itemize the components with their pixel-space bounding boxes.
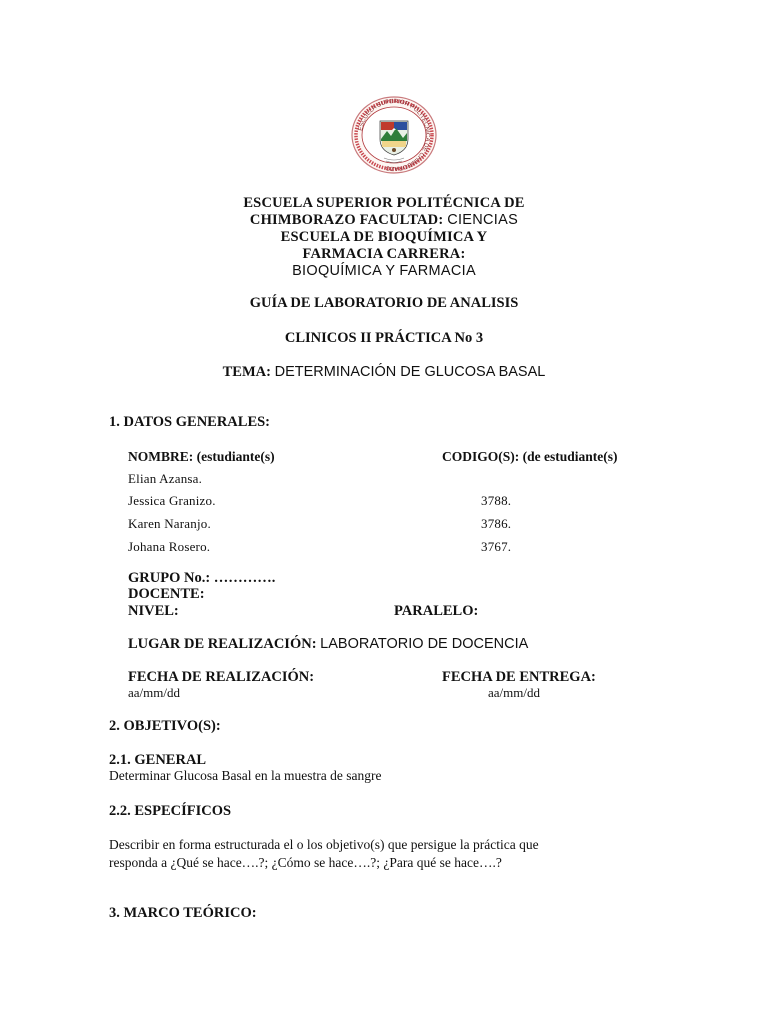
name-column-header: NOMBRE: (estudiante(s) <box>128 449 275 464</box>
student-code: 3767. <box>481 539 512 554</box>
fecha-entrega-label: FECHA DE ENTREGA: <box>442 669 596 685</box>
general-text: Determinar Glucosa Basal en la muestra de sangre <box>109 768 382 783</box>
faculty-value: CIENCIAS <box>447 212 519 228</box>
tema-label: TEMA: <box>222 364 271 380</box>
code-column-header: CODIGO(S): (de estudiante(s) <box>442 449 618 464</box>
student-name: Johana Rosero. <box>128 539 211 554</box>
nivel-field: NIVEL: <box>128 603 179 619</box>
institution-line-1: ESCUELA SUPERIOR POLITÉCNICA DE <box>243 195 525 211</box>
section-1-heading: 1. DATOS GENERALES: <box>109 414 271 430</box>
career-name: BIOQUÍMICA Y FARMACIA <box>292 263 476 279</box>
student-code: 3788. <box>481 493 512 508</box>
faculty-label: CHIMBORAZO FACULTAD: <box>249 212 444 228</box>
fecha-realizacion-label: FECHA DE REALIZACIÓN: <box>128 669 315 685</box>
especificos-text-line-1: Describir en forma estructurada el o los objetivo(s) que persigue la práctica que <box>109 837 539 852</box>
section-2-heading: 2. OBJETIVO(S): <box>109 718 221 734</box>
fecha-realizacion-value: aa/mm/dd <box>128 685 180 700</box>
institution-line-2 <box>0 212 768 229</box>
guide-title-line-1: GUÍA DE LABORATORIO DE ANALISIS <box>249 295 519 311</box>
lugar-label: LUGAR DE REALIZACIÓN: <box>128 636 317 652</box>
lugar-line <box>128 636 528 653</box>
student-name: Jessica Granizo. <box>128 493 216 508</box>
seal-ring-text: ESCUELA SUPERIOR POLITÉCNICA DE CHIMBORAZO <box>358 98 431 172</box>
institution-line-4: FARMACIA CARRERA: <box>302 246 466 262</box>
student-name: Elian Azansa. <box>128 471 203 486</box>
tema-value: DETERMINACIÓN DE GLUCOSA BASAL <box>274 364 546 380</box>
fecha-entrega-value: aa/mm/dd <box>488 685 540 700</box>
institution-line-3: ESCUELA DE BIOQUÍMICA Y <box>280 229 488 245</box>
student-code: 3786. <box>481 516 512 531</box>
grupo-field: GRUPO No.: …………. <box>128 570 276 586</box>
guide-title-line-2: CLINICOS II PRÁCTICA No 3 <box>284 330 484 346</box>
lugar-value: LABORATORIO DE DOCENCIA <box>320 636 529 652</box>
paralelo-field: PARALELO: <box>394 603 479 619</box>
section-3-heading: 3. MARCO TEÓRICO: <box>109 905 257 921</box>
docente-field: DOCENTE: <box>128 586 205 602</box>
student-name: Karen Naranjo. <box>128 516 211 531</box>
especificos-heading: 2.2. ESPECÍFICOS <box>109 803 232 819</box>
career-value <box>0 263 768 280</box>
especificos-text-line-2: responda a ¿Qué se hace….?; ¿Cómo se hace….?; ¿Para qué se hace….? <box>109 855 502 870</box>
general-heading: 2.1. GENERAL <box>109 752 207 768</box>
tema-line <box>0 364 768 381</box>
university-seal-logo <box>350 95 438 175</box>
